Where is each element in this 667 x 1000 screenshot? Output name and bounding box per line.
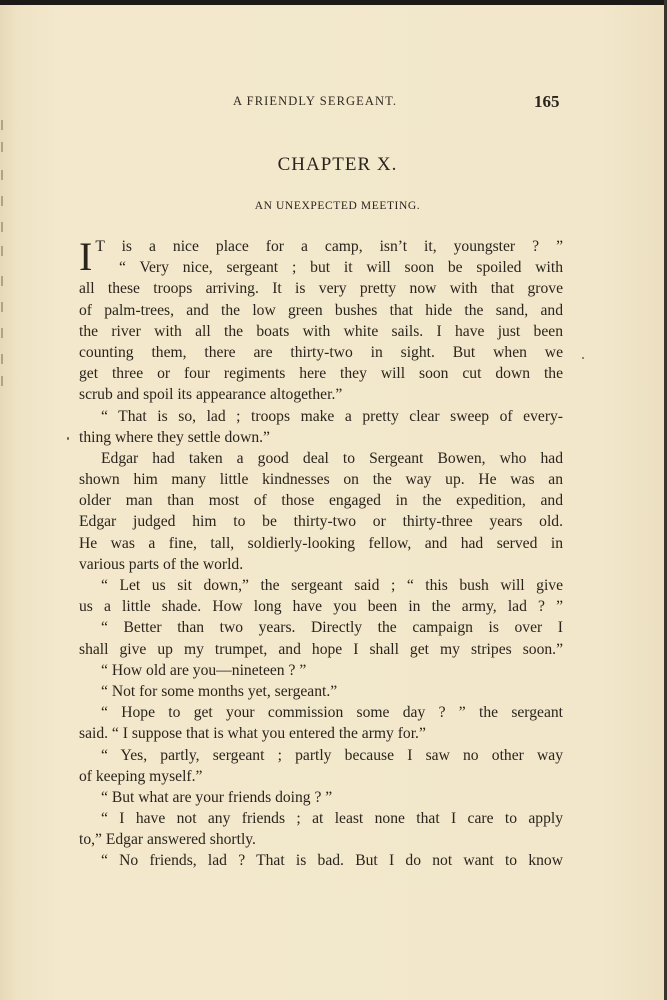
text-line: counting them, there are thirty-two in sight. But when we [79, 343, 563, 361]
text-line: “ Yes, partly, sergeant ; partly because I saw no other way [101, 746, 563, 764]
text-line: to,” Edgar answered shortly. [79, 831, 256, 849]
text-line: various parts of the world. [79, 555, 244, 573]
scan-top-edge [0, 0, 667, 5]
drop-cap: I [79, 234, 93, 279]
text-line: get three or four regiments here they will soon cut down the [79, 365, 563, 383]
text-line: “ No friends, lad ? That is bad. But I do not want to know [101, 852, 563, 870]
text-line: “ Not for some months yet, sergeant.” [101, 682, 338, 700]
page-number: 165 [534, 92, 560, 111]
text-line: “ How old are you—nineteen ? ” [101, 661, 307, 679]
text-line: “ Hope to get your commission some day ? ” the sergeant [101, 704, 563, 722]
text-line: “ I have not any friends ; at least none that I care to apply [101, 810, 563, 828]
text-line: Edgar judged him to be thirty-two or thirty-three years old. [79, 513, 563, 531]
text-line: thing where they settle down.” [79, 428, 270, 446]
text-line: “ But what are your friends doing ? ” [101, 788, 333, 806]
text-line: “ Very nice, sergeant ; but it will soon be spoiled with [119, 259, 563, 277]
text-line: scrub and spoil its appearance altogether.” [79, 386, 343, 404]
text-line: the river with all the boats with white sails. I have just been [79, 322, 563, 340]
text-line: of keeping myself.” [79, 767, 203, 785]
paper-speck [67, 437, 69, 440]
text-line: He was a fine, tall, soldierly-looking fellow, and had served in [79, 534, 563, 552]
chapter-title: CHAPTER X. [277, 154, 398, 175]
text-line: shall give up my trumpet, and hope I shall get my stripes soon.” [79, 640, 563, 658]
text-line: “ That is so, lad ; troops make a pretty clear sweep of every- [101, 407, 563, 425]
text-line: us a little shade. How long have you been in the army, lad ? ” [79, 598, 563, 616]
running-head: A FRIENDLY SERGEANT. [233, 94, 398, 108]
text-line-content: T is a nice place for a camp, isn’t it, youngster ? ” [95, 238, 563, 255]
text-line: all these troops arriving. It is very pretty now with that grove [79, 280, 563, 298]
text-line: older man than most of those engaged in the expedition, and [79, 492, 563, 510]
text-line: of palm-trees, and the low green bushes that hide the sand, and [79, 301, 563, 319]
body-text [79, 236, 563, 872]
paper-speck [582, 357, 584, 359]
chapter-subtitle: AN UNEXPECTED MEETING. [254, 200, 421, 212]
text-line: “ Let us sit down,” the sergeant said ; “ this bush will give [101, 577, 563, 594]
text-line: “ Better than two years. Directly the campaign is over I [101, 619, 563, 637]
text-line: said. “ I suppose that is what you entered the army for.” [79, 725, 426, 743]
text-line: shown him many little kindnesses on the way up. He was an [79, 471, 563, 489]
text-line: Edgar had taken a good deal to Sergeant Bowen, who had [101, 449, 563, 467]
